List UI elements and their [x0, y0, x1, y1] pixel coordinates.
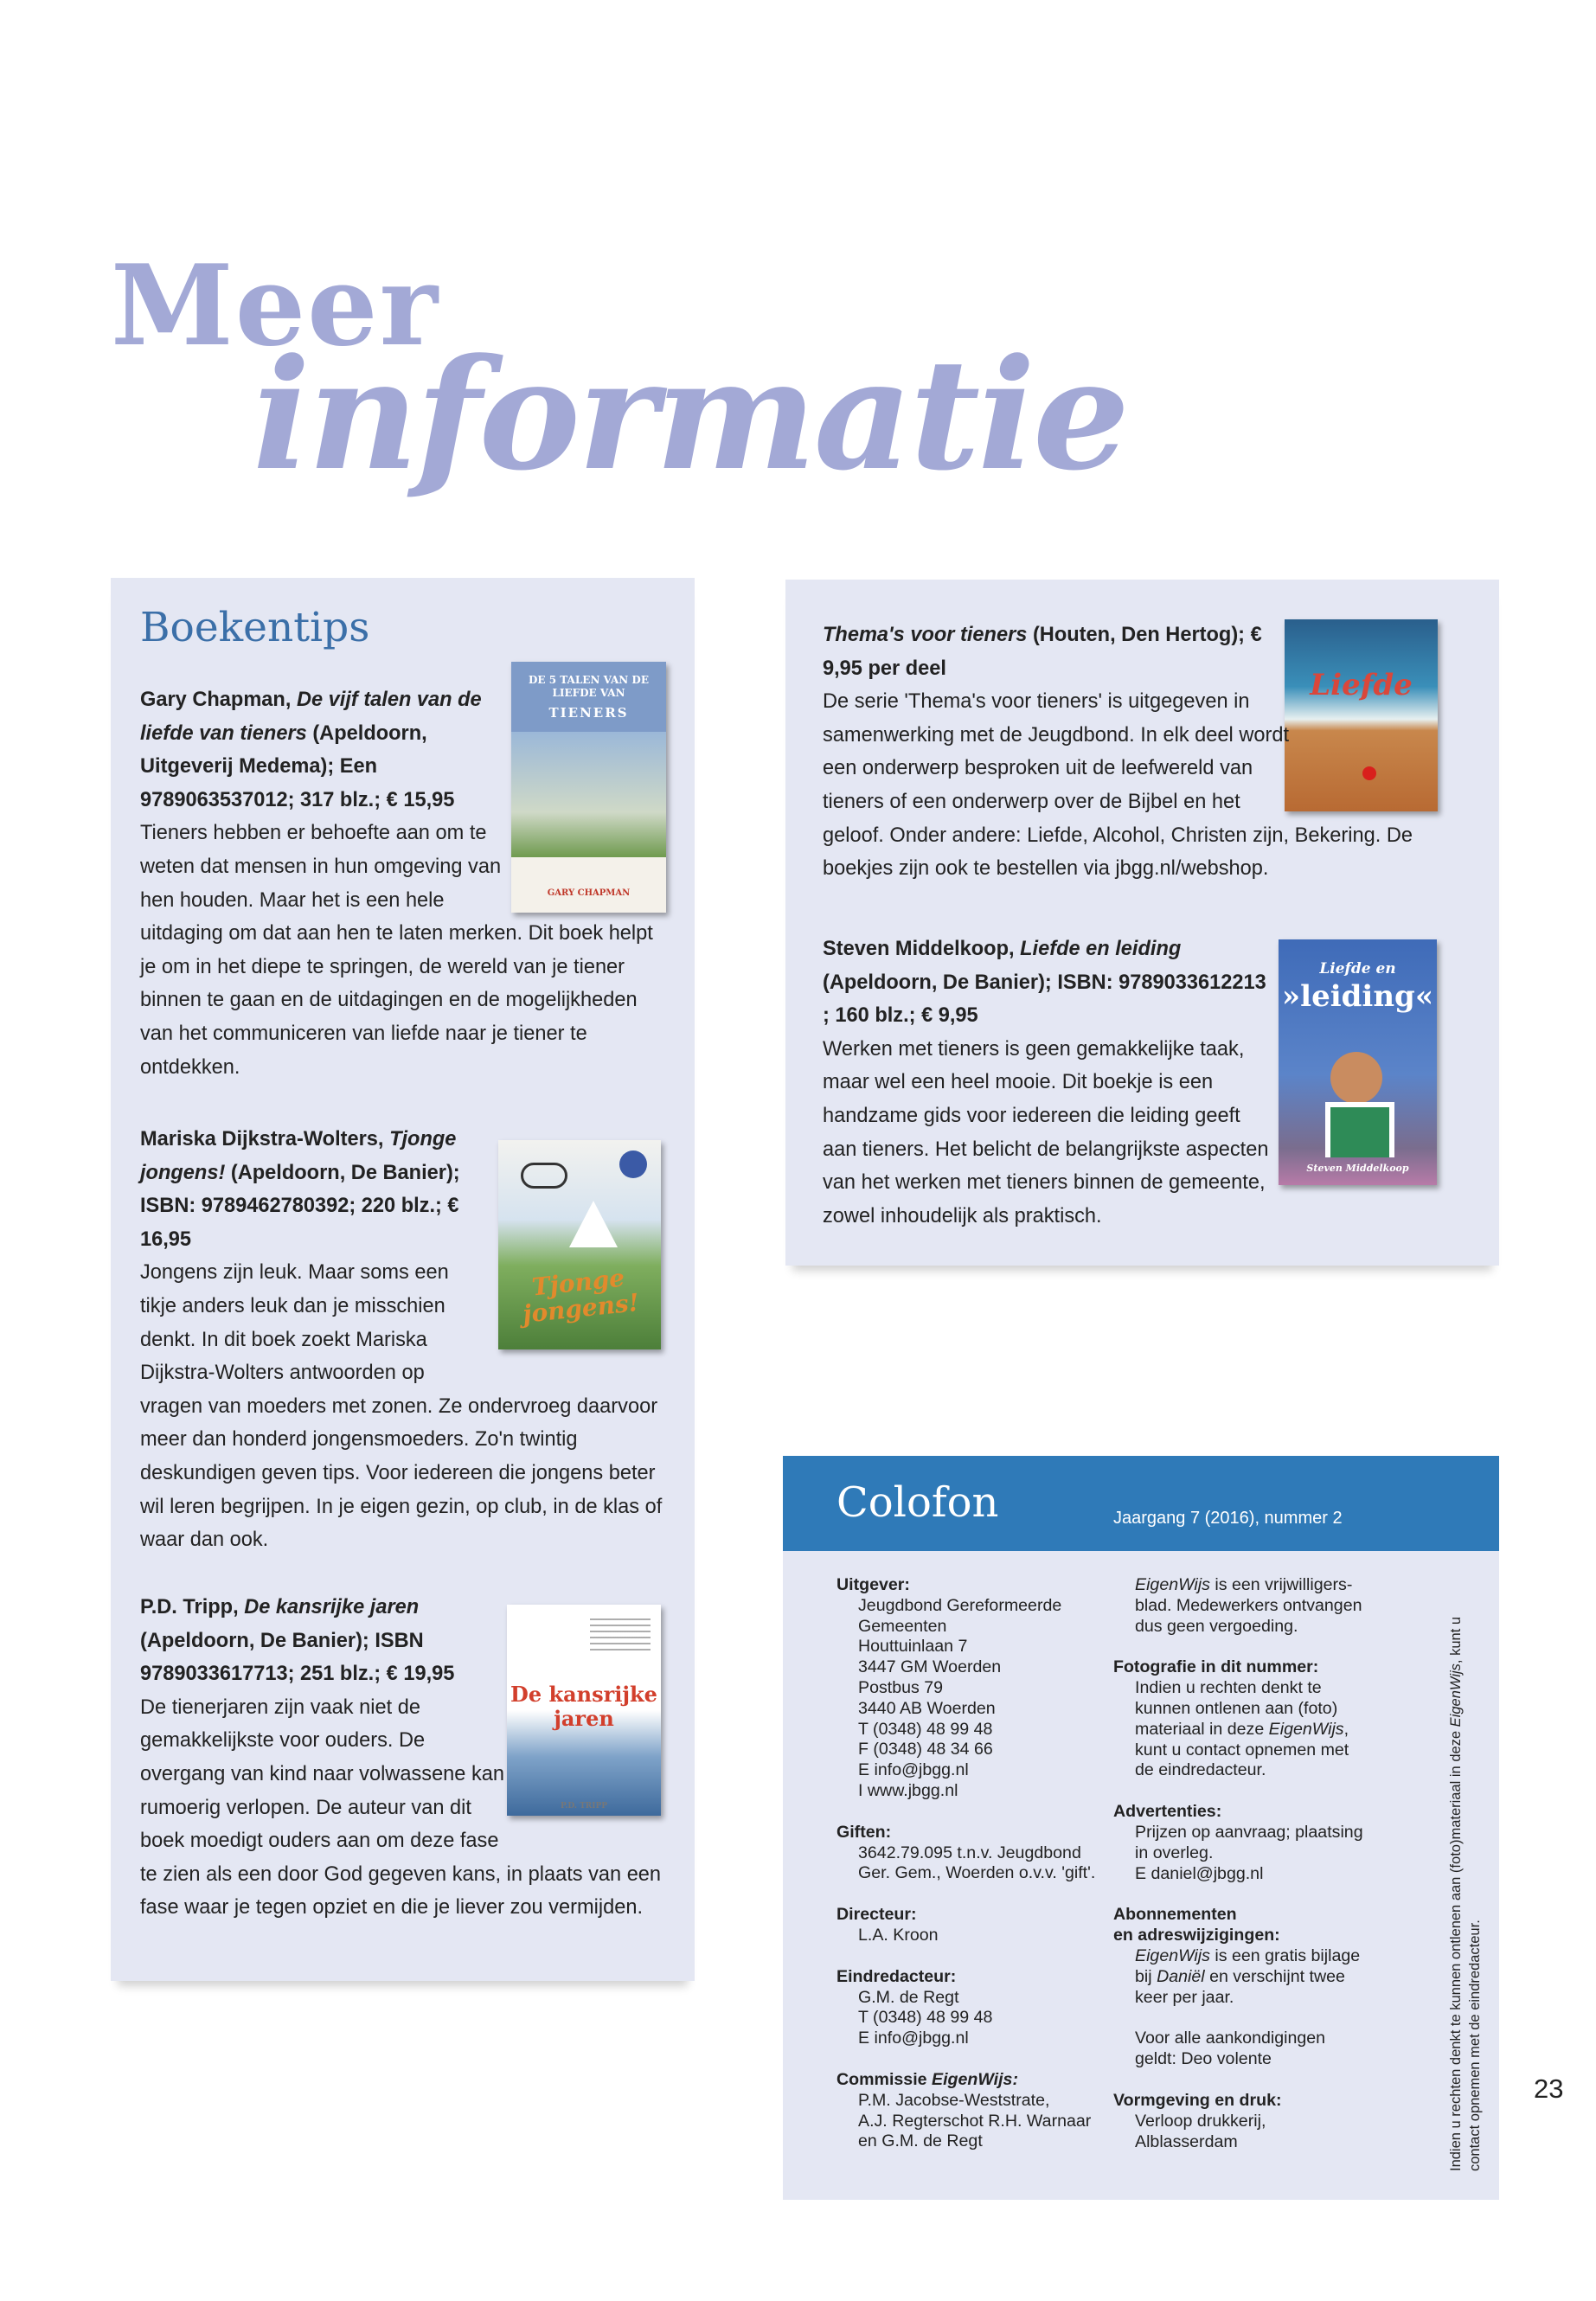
page-number: 23: [1534, 2073, 1564, 2104]
uitgever-line: T (0348) 48 99 48: [858, 1719, 993, 1739]
eigenwijs-name: EigenWijs: [1135, 1575, 1210, 1594]
cover-4-main: Liefde: [1310, 668, 1413, 702]
abonnementen-heading-2: en adreswijzigingen:: [1113, 1926, 1280, 1945]
fotografie-line: Indien u rechten denkt te: [1135, 1678, 1322, 1698]
abonnementen-line: keer per jaar.: [1135, 1987, 1234, 2007]
uitgever-lines: [836, 1596, 1113, 1802]
directeur-heading: Directeur:: [836, 1905, 917, 1925]
advertenties-lines: [1113, 1823, 1399, 1884]
book-5-author: Steven Middelkoop,: [823, 938, 1015, 960]
foto-l3c: ,: [1343, 1719, 1349, 1739]
abonnementen-rest-lines: [1113, 1988, 1399, 2009]
abon-l1b: is een gratis bijlage: [1209, 1945, 1361, 1965]
book-entry-1: [140, 683, 669, 1084]
abon-eigenwijs: EigenWijs: [1135, 1945, 1210, 1965]
book-3-title: De kansrijke jaren: [244, 1596, 420, 1618]
colofon-right-column: [1113, 1575, 1399, 2152]
uitgever-line: Postbus 79: [858, 1677, 944, 1697]
cover-5-author: Steven Middelkoop: [1306, 1163, 1409, 1174]
uitgever-line: F (0348) 48 34 66: [858, 1740, 993, 1759]
advertenties-line: Prijzen op aanvraag; plaatsing: [1135, 1822, 1363, 1842]
cover-1-top: DE 5 TALEN VAN DE LIEFDE VAN: [529, 674, 649, 699]
eindredacteur-line: G.M. de Regt: [858, 1987, 959, 2007]
fotografie-lines: [1113, 1678, 1399, 1720]
cover-3-author: P.D. TRIPP: [560, 1802, 608, 1811]
aankondigingen-lines: [1113, 2029, 1399, 2070]
uitgever-line: Houttuinlaan 7: [858, 1637, 968, 1657]
vn-part2: , kunt u: [1448, 1616, 1464, 1664]
book-1-body: Tieners hebben er behoefte aan om te weten dat mensen in hun omgeving van hen houden. Maar het is een hele uitdaging om dat aan hen te laten merken. Dit boek helpt je om in het diepe te springen, de wereld van je tiener binnen te gaan en de uitdagingen en de mogelijkheden van het communiceren van liefde naar je tiener te ontdekken.: [140, 822, 653, 1079]
fotografie-rest-line: de eindredacteur.: [1135, 1760, 1266, 1780]
uitgever-line: Jeugdbond Gereformeerde: [858, 1595, 1062, 1615]
fotografie-heading-text: Fotografie in dit nummer: [1113, 1657, 1313, 1677]
cover-5-top: Liefde en: [1319, 960, 1396, 977]
eigenwijs-lines: [1113, 1596, 1399, 1638]
giften-line: Ger. Gem., Woerden o.v.v. 'gift'.: [858, 1863, 1096, 1883]
book-4-body: De serie 'Thema's voor tieners' is uitgegeven in samenwerking met de Jeugdbond. In elk deel wordt een onderwerp besproken uit de leefwereld van tieners of een onderwerp over de Bijbel en het geloof. Onder andere: Liefde, Alcohol, Christen zijn, Bekering. De boekjes zijn ook te bestellen via jbgg.nl/webshop.: [823, 690, 1413, 881]
book-2-title: Tjonge jongens!: [140, 1128, 457, 1184]
book-3-pub: (Apeldoorn, De Banier); ISBN 9789033617713; 251 blz.; € 19,95: [140, 1629, 455, 1686]
fotografie-heading: Fotografie in dit nummer:: [1113, 1657, 1319, 1677]
boekentips-heading: Boekentips: [140, 604, 370, 651]
eigenwijs-line-1: [1113, 1575, 1399, 1596]
abonnementen-line-1: [1113, 1946, 1399, 1967]
colofon-issue: Jaargang 7 (2016), nummer 2: [1113, 1509, 1343, 1528]
fotografie-line: kunnen ontlenen aan (foto): [1135, 1698, 1338, 1718]
vn-part1: Indien u rechten denkt te kunnen ontlenen aan (foto)materiaal in deze: [1448, 1727, 1464, 2171]
advertenties-heading: Advertenties:: [1113, 1802, 1222, 1822]
commissie-line: en G.M. de Regt: [858, 2131, 983, 2151]
uitgever-line: 3440 AB Woerden: [858, 1698, 996, 1718]
commissie-heading-a: Commissie: [836, 2069, 927, 2089]
uitgever-line: E info@jbgg.nl: [858, 1760, 969, 1780]
book-5-title: Liefde en leiding: [1020, 938, 1182, 960]
fotografie-rest-lines: [1113, 1740, 1399, 1782]
commissie-heading-b: EigenWijs:: [932, 2069, 1018, 2089]
book-entry-2: [140, 1123, 669, 1557]
book-1-author: Gary Chapman,: [140, 689, 292, 711]
vormgeving-line: Verloop drukkerij,: [1135, 2111, 1266, 2131]
colofon-panel: [783, 1456, 1499, 2200]
uitgever-line: 3447 GM Woerden: [858, 1657, 1002, 1677]
vormgeving-heading: Vormgeving en druk:: [1113, 2090, 1282, 2110]
colofon-header-bar: [783, 1456, 1499, 1551]
abon-l2b: Daniël: [1157, 1966, 1205, 1986]
commissie-lines: [836, 2091, 1113, 2152]
aankondigingen-line: Voor alle aankondigingen: [1135, 2029, 1326, 2048]
colofon-left-column: [836, 1575, 1113, 2152]
directeur-line: L.A. Kroon: [858, 1925, 939, 1945]
uitgever-line: I www.jbgg.nl: [858, 1780, 958, 1800]
fotografie-rest-line: kunt u contact opnemen met: [1135, 1740, 1349, 1759]
cover-1-author: GARY CHAPMAN: [547, 888, 631, 898]
giften-line: 3642.79.095 t.n.v. Jeugdbond: [858, 1843, 1081, 1862]
giften-heading: Giften:: [836, 1822, 892, 1842]
eindredacteur-line: T (0348) 48 99 48: [858, 2008, 993, 2028]
eigenwijs-line: blad. Medewerkers ontvangen: [1135, 1595, 1362, 1615]
commissie-line: P.M. Jacobse-Weststrate,: [858, 2090, 1050, 2110]
advertenties-line: in overleg.: [1135, 1843, 1214, 1862]
book-entry-5: [823, 933, 1471, 1233]
eindredacteur-lines: [836, 1988, 1113, 2049]
fotografie-line-3: [1113, 1720, 1399, 1740]
vn-italic: EigenWijs: [1448, 1663, 1464, 1727]
vertical-note-line-2: contact opnemen met de eindredacteur.: [1467, 1920, 1483, 2171]
vertical-rights-note: [1446, 1600, 1484, 2171]
directeur-lines: [836, 1926, 1113, 1946]
commissie-line: A.J. Regterschot R.H. Warnaar: [858, 2111, 1092, 2131]
foto-l3a: materiaal in deze: [1135, 1719, 1269, 1739]
advertenties-line: E daniel@jbgg.nl: [1135, 1863, 1264, 1883]
eigenwijs-line: dus geen vergoeding.: [1135, 1616, 1298, 1636]
boekentips-panel: [111, 578, 695, 1981]
book-2-body: Jongens zijn leuk. Maar soms een tikje anders leuk dan je misschien denkt. In dit boek zoekt Mariska Dijkstra-Wolters antwoorden op vragen van moeders met zonen. Ze ondervroeg daarvoor meer dan honderd jongensmoeders. Zo'n twintig deskundigen geven tips. Voor iedereen die jongens beter wil leren begrijpen. In je eigen gezin, op club, in de klas of waar dan ook.: [140, 1261, 663, 1552]
book-2-pub: (Apeldoorn, De Banier); ISBN: 9789462780392; 220 blz.; € 16,95: [140, 1161, 460, 1251]
abonnementen-line-2: [1113, 1967, 1399, 1988]
giften-lines: [836, 1843, 1113, 1885]
cover-1-main: TIENERS: [548, 705, 629, 721]
book-4-title: Thema's voor tieners: [823, 624, 1028, 646]
uitgever-line: Gemeenten: [858, 1616, 947, 1636]
abon-l2c: en verschijnt twee: [1204, 1966, 1345, 1986]
book-5-pub: (Apeldoorn, De Banier); ISBN: 9789033612213 ; 160 blz.; € 9,95: [823, 971, 1266, 1028]
eindredacteur-line: E info@jbgg.nl: [858, 2029, 969, 2048]
title-informatie: informatie: [253, 325, 1128, 504]
eindredacteur-heading: Eindredacteur:: [836, 1966, 957, 1986]
book-5-body: Werken met tieners is geen gemakkelijke taak, maar wel een heel mooie. Dit boekje is een handzame gids voor iedereen die leiding geeft aan tieners. Het belicht de belangrijkste aspecten van het werken met tieners binnen de gemeente, zowel inhoudelijk als praktisch.: [823, 1037, 1269, 1227]
book-4-pub: (Houten, Den Hertog); € 9,95 per deel: [823, 624, 1262, 680]
abon-l2a: bij: [1135, 1966, 1157, 1986]
book-entry-4: [823, 619, 1471, 886]
cover-2-main: Tjonge jongens!: [521, 1263, 641, 1329]
colofon-title: Colofon: [836, 1478, 999, 1527]
book-2-author: Mariska Dijkstra-Wolters,: [140, 1128, 384, 1150]
book-1-pub: (Apeldoorn, Uitgeverij Medema); Een 9789063537012; 317 blz.; € 15,95: [140, 721, 455, 811]
aankondigingen-line: geldt: Deo volente: [1135, 2049, 1272, 2069]
cover-3-main: De kansrijke jaren: [510, 1682, 657, 1731]
commissie-heading: [836, 2070, 1113, 2091]
foto-l3b: EigenWijs: [1268, 1719, 1344, 1739]
book-3-author: P.D. Tripp,: [140, 1596, 239, 1618]
abonnementen-heading-1: Abonnementen: [1113, 1905, 1237, 1925]
book-1-title: De vijf talen van de liefde van tieners: [140, 689, 482, 745]
eigenwijs-l1: is een vrijwilligers-: [1209, 1575, 1353, 1594]
vormgeving-lines: [1113, 2112, 1399, 2153]
book-3-body: De tienerjaren zijn vaak niet de gemakkelijkste voor ouders. De overgang van kind naar volwassene kan rumoerig verlopen. De auteur van dit boek moedigt ouders aan om deze fase te zien als een door God gegeven kans, in plaats van een fase waar je tegen opziet en die je liever zou vermijden.: [140, 1695, 662, 1920]
right-books-panel: [785, 580, 1499, 1266]
uitgever-heading: Uitgever:: [836, 1575, 910, 1594]
title-meer: Meer: [111, 241, 439, 371]
vertical-note-line-1: [1446, 1600, 1465, 2171]
vormgeving-line: Alblasserdam: [1135, 2131, 1238, 2151]
book-entry-3: [140, 1591, 669, 1925]
cover-5-main: »leiding«: [1281, 979, 1434, 1014]
